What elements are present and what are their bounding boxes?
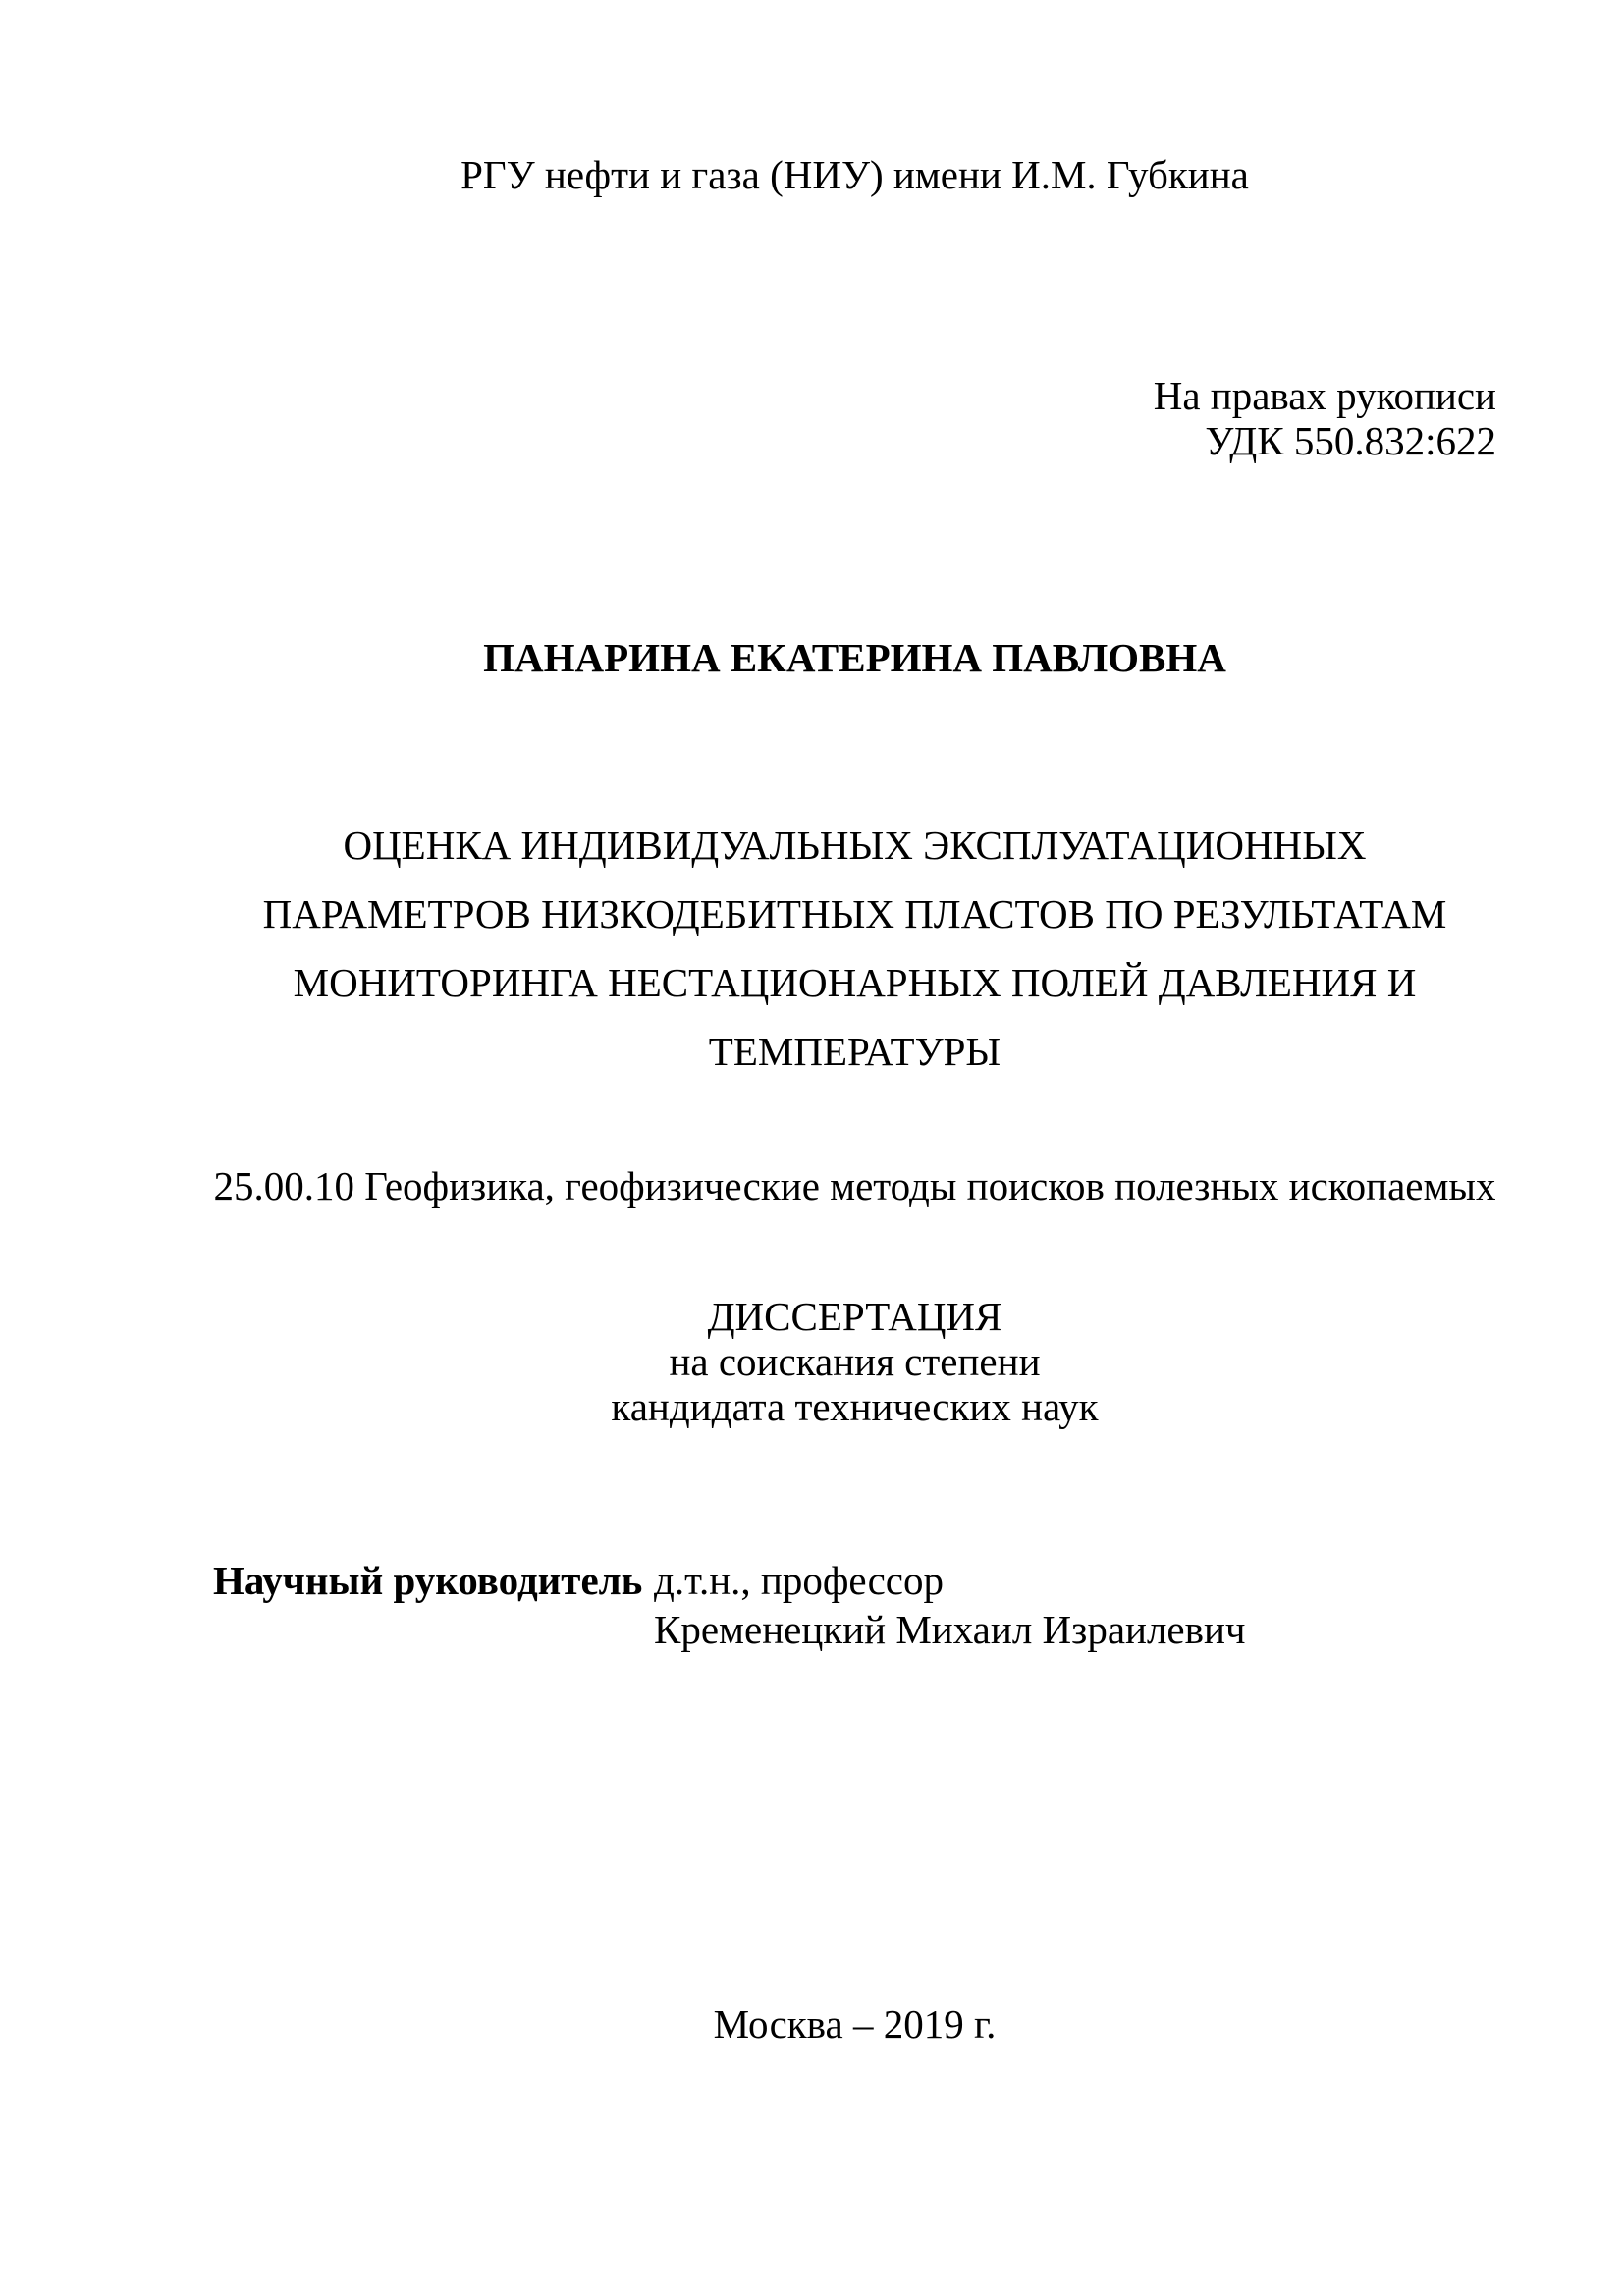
degree-line-1: на соискания степени bbox=[669, 1339, 1041, 1384]
supervisor-info bbox=[654, 1556, 1246, 1654]
work-type: ДИССЕРТАЦИЯ bbox=[707, 1294, 1002, 1339]
manuscript-rights-block bbox=[213, 373, 1496, 463]
specialty-code-line: 25.00.10 Геофизика, геофизические методы поисков полезных ископаемых bbox=[213, 1163, 1496, 1208]
degree-line-2: кандидата технических наук bbox=[611, 1384, 1099, 1429]
supervisor-name: Кременецкий Михаил Израилевич bbox=[654, 1607, 1246, 1652]
supervisor-rank: д.т.н., профессор bbox=[654, 1558, 945, 1603]
dissertation-title bbox=[213, 811, 1496, 1086]
manuscript-note: На правах рукописи bbox=[1153, 373, 1496, 418]
udc-number: УДК 550.832:622 bbox=[1205, 418, 1496, 463]
author-name: ПАНАРИНА ЕКАТЕРИНА ПАВЛОВНА bbox=[483, 635, 1226, 680]
city-year-line: Москва – 2019 г. bbox=[713, 2002, 997, 2047]
title-line-4: ТЕМПЕРАТУРЫ bbox=[708, 1029, 1001, 1074]
title-line-2: ПАРАМЕТРОВ НИЗКОДЕБИТНЫХ ПЛАСТОВ ПО РЕЗУЛЬТАТАМ bbox=[262, 891, 1447, 936]
title-line-1: ОЦЕНКА ИНДИВИДУАЛЬНЫХ ЭКСПЛУАТАЦИОННЫХ bbox=[343, 823, 1367, 868]
institution-line: РГУ нефти и газа (НИУ) имени И.М. Губкина bbox=[460, 152, 1249, 197]
title-line-3: МОНИТОРИНГА НЕСТАЦИОНАРНЫХ ПОЛЕЙ ДАВЛЕНИЯ И bbox=[293, 960, 1417, 1005]
supervisor-label: Научный руководитель bbox=[213, 1558, 643, 1603]
degree-block bbox=[213, 1294, 1496, 1429]
